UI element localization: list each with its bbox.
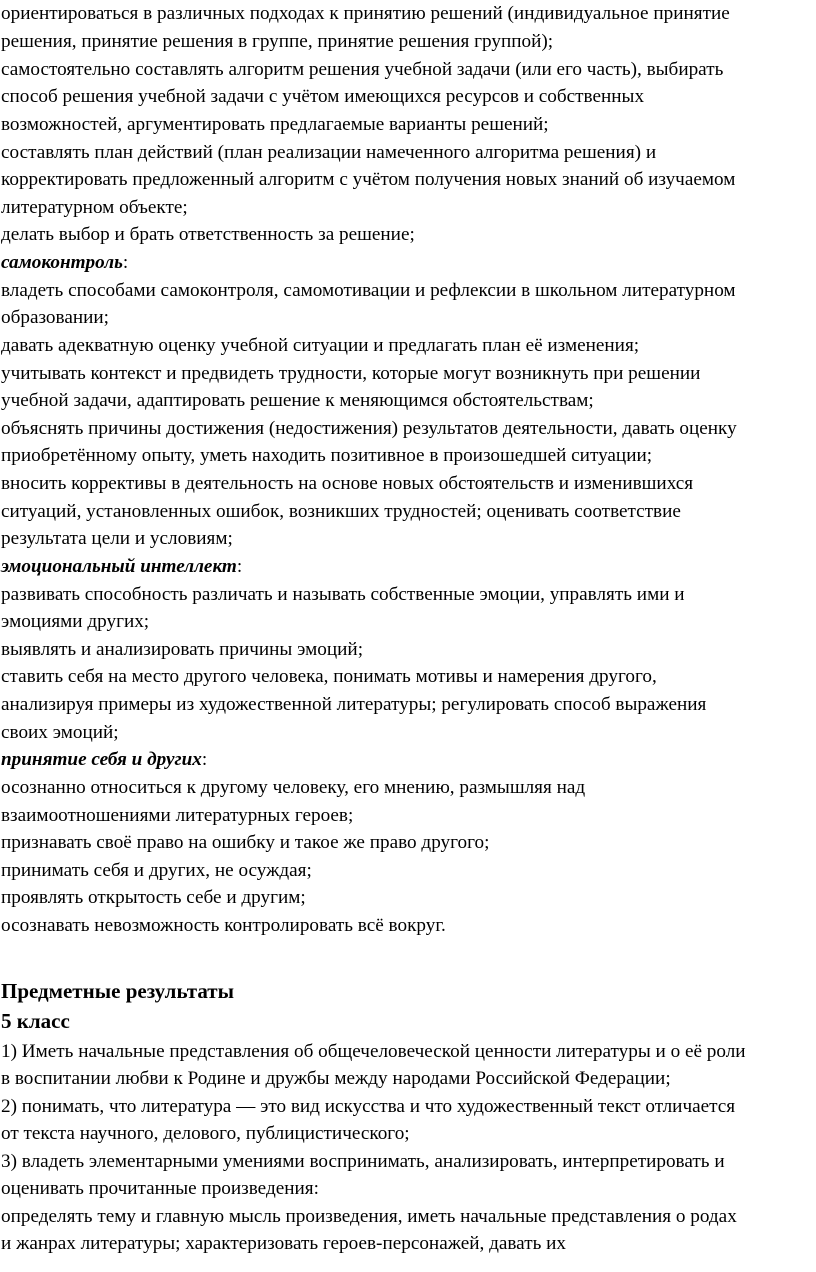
text-line: объяснять причины достижения (недостижения) результатов деятельности, давать оценку [1, 418, 737, 439]
text-line: и жанрах литературы; характеризовать героев-персонажей, давать их [1, 1233, 566, 1254]
colon: : [122, 252, 129, 273]
text-line: ориентироваться в различных подходах к принятию решений (индивидуальное принятие [1, 3, 730, 24]
acceptance-heading [1, 748, 207, 772]
text-line: своих эмоций; [1, 722, 119, 743]
text-line: взаимоотношениями литературных героев; [1, 805, 354, 826]
grade-title: 5 класс [1, 1009, 70, 1033]
text-line: оценивать прочитанные произведения: [1, 1178, 319, 1199]
text-line: от текста научного, делового, публицистического; [1, 1123, 410, 1144]
emotional-intelligence-label: эмоциональный интеллект [1, 556, 237, 577]
text-line: 2) понимать, что литература — это вид искусства и что художественный текст отличается [1, 1096, 736, 1117]
text-line: приобретённому опыту, уметь находить позитивное в произошедшей ситуации; [1, 445, 653, 466]
text-line: признавать своё право на ошибку и такое же право другого; [1, 832, 490, 853]
colon: : [201, 749, 208, 770]
text-line: ситуаций, установленных ошибок, возникших трудностей; оценивать соответствие [1, 501, 681, 522]
text-line: образовании; [1, 307, 109, 328]
text-line: составлять план действий (план реализации намеченного алгоритма решения) и [1, 142, 657, 163]
text-line: эмоциями других; [1, 611, 150, 632]
text-line: учебной задачи, адаптировать решение к меняющимся обстоятельствам; [1, 390, 594, 411]
text-line: выявлять и анализировать причины эмоций; [1, 639, 364, 660]
text-line: результата цели и условиям; [1, 528, 233, 549]
text-line: решения, принятие решения в группе, принятие решения группой); [1, 31, 554, 52]
text-line: учитывать контекст и предвидеть трудности, которые могут возникнуть при решении [1, 363, 701, 384]
colon: : [236, 556, 243, 577]
self-control-heading [1, 251, 128, 275]
text-line: определять тему и главную мысль произведения, иметь начальные представления о родах [1, 1206, 737, 1227]
text-line: возможностей, аргументировать предлагаемые варианты решений; [1, 114, 549, 135]
text-line: владеть способами самоконтроля, самомотивации и рефлексии в школьном литературном [1, 280, 736, 301]
text-line: развивать способность различать и называть собственные эмоции, управлять ими и [1, 584, 685, 605]
text-line: ставить себя на место другого человека, понимать мотивы и намерения другого, [1, 666, 657, 687]
text-line: проявлять открытость себе и другим; [1, 887, 306, 908]
text-line: делать выбор и брать ответственность за решение; [1, 224, 415, 245]
text-line: способ решения учебной задачи с учётом имеющихся ресурсов и собственных [1, 86, 645, 107]
acceptance-label: принятие себя и других [1, 749, 202, 770]
text-line: 3) владеть элементарными умениями воспринимать, анализировать, интерпретировать и [1, 1151, 725, 1172]
self-control-label: самоконтроль [1, 252, 123, 273]
text-line: вносить коррективы в деятельность на основе новых обстоятельств и изменившихся [1, 473, 694, 494]
text-line: самостоятельно составлять алгоритм решения учебной задачи (или его часть), выбирать [1, 59, 724, 80]
text-line: корректировать предложенный алгоритм с учётом получения новых знаний об изучаемом [1, 169, 736, 190]
emotional-intelligence-heading [1, 555, 242, 579]
section-title: Предметные результаты [1, 979, 234, 1003]
text-line: осознанно относиться к другому человеку, его мнению, размышляя над [1, 777, 586, 798]
text-line: в воспитании любви к Родине и дружбы между народами Российской Федерации; [1, 1068, 671, 1089]
text-line: давать адекватную оценку учебной ситуации и предлагать план её изменения; [1, 335, 640, 356]
text-line: литературном объекте; [1, 197, 188, 218]
text-line: анализируя примеры из художественной литературы; регулировать способ выражения [1, 694, 707, 715]
text-line: принимать себя и других, не осуждая; [1, 860, 312, 881]
text-line: 1) Иметь начальные представления об общечеловеческой ценности литературы и о её роли [1, 1041, 746, 1062]
text-line: осознавать невозможность контролировать всё вокруг. [1, 915, 446, 936]
